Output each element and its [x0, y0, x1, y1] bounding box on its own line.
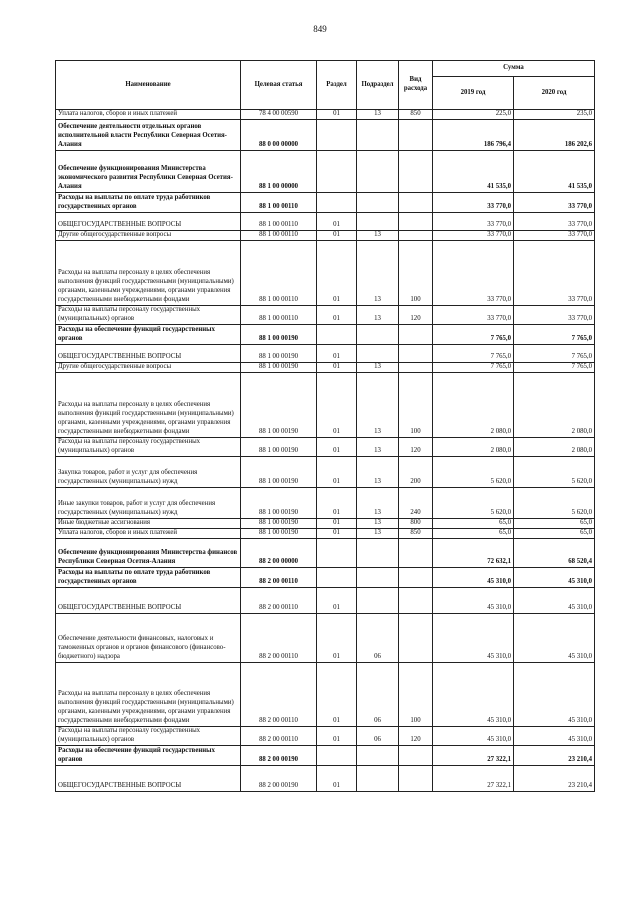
row-subsection: 13	[357, 363, 399, 373]
row-expense-type	[399, 345, 433, 363]
row-sum-2019: 7 765,0	[433, 325, 514, 345]
table-row	[56, 457, 595, 488]
table-row	[56, 363, 595, 373]
row-name: Обеспечение функционирования Министерства экономического развития Республики Северная Осетия-Алания	[56, 151, 241, 193]
row-sum-2019: 41 535,0	[433, 151, 514, 193]
table-row	[56, 110, 595, 120]
row-name: Обеспечение функционирования Министерства финансов Республики Северная Осетия-Алания	[56, 539, 241, 568]
table-row	[56, 614, 595, 663]
row-target: 88 1 00 00190	[241, 529, 317, 539]
row-sum-2020: 235,0	[514, 110, 595, 120]
row-expense-type	[399, 231, 433, 241]
row-subsection	[357, 568, 399, 588]
row-section: 01	[317, 438, 357, 457]
row-target: 88 2 00 00110	[241, 568, 317, 588]
row-section: 01	[317, 241, 357, 306]
table-header	[56, 61, 595, 110]
row-sum-2020: 7 765,0	[514, 345, 595, 363]
table-row	[56, 727, 595, 746]
row-expense-type: 100	[399, 373, 433, 438]
header-year-2020: 2020 год	[514, 77, 595, 110]
row-section: 01	[317, 663, 357, 727]
row-sum-2019: 7 765,0	[433, 345, 514, 363]
row-name: Расходы на выплаты персоналу в целях обеспечения выполнения функций государственными (муниципальными) органами, казенными учреждениями, органами управления государственными внебюджетными фондами	[56, 663, 241, 727]
row-subsection: 06	[357, 727, 399, 746]
row-sum-2020: 65,0	[514, 519, 595, 529]
row-subsection: 13	[357, 306, 399, 325]
row-sum-2019: 65,0	[433, 529, 514, 539]
row-sum-2019: 2 080,0	[433, 438, 514, 457]
table-row	[56, 568, 595, 588]
row-expense-type	[399, 568, 433, 588]
row-expense-type	[399, 588, 433, 614]
row-sum-2019: 72 632,1	[433, 539, 514, 568]
header-section: Раздел	[317, 61, 357, 110]
table-row	[56, 345, 595, 363]
row-subsection: 13	[357, 457, 399, 488]
row-sum-2020: 2 080,0	[514, 438, 595, 457]
row-sum-2020: 45 310,0	[514, 663, 595, 727]
row-section: 01	[317, 213, 357, 231]
row-subsection	[357, 151, 399, 193]
row-sum-2019: 5 620,0	[433, 488, 514, 519]
row-name: ОБЩЕГОСУДАРСТВЕННЫЕ ВОПРОСЫ	[56, 588, 241, 614]
row-sum-2019: 27 322,1	[433, 766, 514, 792]
row-sum-2020: 33 770,0	[514, 231, 595, 241]
row-expense-type	[399, 766, 433, 792]
row-sum-2019: 27 322,1	[433, 746, 514, 766]
row-sum-2019: 33 770,0	[433, 231, 514, 241]
row-target: 88 1 00 00190	[241, 488, 317, 519]
row-sum-2020: 7 765,0	[514, 325, 595, 345]
row-sum-2020: 68 520,4	[514, 539, 595, 568]
row-subsection: 13	[357, 241, 399, 306]
row-expense-type	[399, 151, 433, 193]
row-name: Закупка товаров, работ и услуг для обеспечения государственных (муниципальных) нужд	[56, 457, 241, 488]
row-target: 88 2 00 00190	[241, 746, 317, 766]
row-target: 88 1 00 00000	[241, 151, 317, 193]
row-section: 01	[317, 488, 357, 519]
table-row	[56, 306, 595, 325]
table-row	[56, 663, 595, 727]
row-section	[317, 746, 357, 766]
row-name: Расходы на выплаты по оплате труда работников государственных органов	[56, 568, 241, 588]
row-expense-type: 850	[399, 529, 433, 539]
row-target: 88 1 00 00190	[241, 373, 317, 438]
row-subsection: 13	[357, 529, 399, 539]
row-name: Расходы на обеспечение функций государственных органов	[56, 746, 241, 766]
page-number: 849	[313, 24, 327, 34]
table-row	[56, 213, 595, 231]
row-target: 88 1 00 00190	[241, 438, 317, 457]
row-expense-type	[399, 539, 433, 568]
row-sum-2020: 186 202,6	[514, 120, 595, 151]
row-sum-2020: 5 620,0	[514, 488, 595, 519]
row-subsection: 13	[357, 373, 399, 438]
row-subsection	[357, 766, 399, 792]
row-section: 01	[317, 519, 357, 529]
row-sum-2020: 45 310,0	[514, 614, 595, 663]
row-name: Иные закупки товаров, работ и услуг для обеспечения государственных (муниципальных) нужд	[56, 488, 241, 519]
row-expense-type: 100	[399, 241, 433, 306]
row-expense-type	[399, 363, 433, 373]
row-section: 01	[317, 231, 357, 241]
row-sum-2019: 33 770,0	[433, 241, 514, 306]
row-name: Расходы на выплаты по оплате труда работников государственных органов	[56, 193, 241, 213]
row-target: 88 1 00 00190	[241, 519, 317, 529]
row-section: 01	[317, 588, 357, 614]
row-sum-2019: 2 080,0	[433, 373, 514, 438]
budget-table	[55, 60, 595, 792]
row-name: Расходы на выплаты персоналу в целях обеспечения выполнения функций государственными (муниципальными) органами, казенными учреждениями, органами управления государственными внебюджетными фондами	[56, 373, 241, 438]
row-target: 88 2 00 00110	[241, 614, 317, 663]
row-name: Обеспечение деятельности отдельных органов исполнительной власти Республики Северная Осетия-Алания	[56, 120, 241, 151]
row-sum-2020: 33 770,0	[514, 306, 595, 325]
table-row	[56, 231, 595, 241]
table-row	[56, 539, 595, 568]
row-section: 01	[317, 457, 357, 488]
row-target: 88 1 00 00110	[241, 241, 317, 306]
row-sum-2019: 5 620,0	[433, 457, 514, 488]
row-expense-type: 120	[399, 438, 433, 457]
row-name: Расходы на обеспечение функций государственных органов	[56, 325, 241, 345]
row-subsection	[357, 325, 399, 345]
row-sum-2020: 65,0	[514, 529, 595, 539]
row-name: ОБЩЕГОСУДАРСТВЕННЫЕ ВОПРОСЫ	[56, 213, 241, 231]
row-name: Уплата налогов, сборов и иных платежей	[56, 110, 241, 120]
row-target: 88 1 00 00190	[241, 457, 317, 488]
row-target: 88 2 00 00110	[241, 727, 317, 746]
row-name: Расходы на выплаты персоналу государственных (муниципальных) органов	[56, 306, 241, 325]
row-sum-2020: 23 210,4	[514, 766, 595, 792]
row-sum-2019: 45 310,0	[433, 727, 514, 746]
row-target: 88 1 00 00110	[241, 213, 317, 231]
row-target: 88 1 00 00110	[241, 306, 317, 325]
row-sum-2020: 5 620,0	[514, 457, 595, 488]
table-body	[56, 110, 595, 792]
row-section: 01	[317, 306, 357, 325]
row-sum-2019: 65,0	[433, 519, 514, 529]
table-row	[56, 193, 595, 213]
row-sum-2019: 45 310,0	[433, 588, 514, 614]
row-name: Другие общегосударственные вопросы	[56, 363, 241, 373]
row-name: Другие общегосударственные вопросы	[56, 231, 241, 241]
row-name: Расходы на выплаты персоналу государственных (муниципальных) органов	[56, 727, 241, 746]
row-expense-type: 850	[399, 110, 433, 120]
table-row	[56, 438, 595, 457]
header-year-2019: 2019 год	[433, 77, 514, 110]
row-sum-2019: 225,0	[433, 110, 514, 120]
row-target: 88 2 00 00110	[241, 588, 317, 614]
row-expense-type	[399, 325, 433, 345]
header-name: Наименование	[56, 61, 241, 110]
table-row	[56, 519, 595, 529]
row-sum-2019: 33 770,0	[433, 193, 514, 213]
row-section: 01	[317, 529, 357, 539]
row-target: 88 2 00 00190	[241, 766, 317, 792]
row-section: 01	[317, 345, 357, 363]
row-subsection	[357, 193, 399, 213]
row-name: Иные бюджетные ассигнования	[56, 519, 241, 529]
header-subsection: Подраздел	[357, 61, 399, 110]
row-name: Обеспечение деятельности финансовых, налоговых и таможенных органов и органов финансового (финансово-бюджетного) надзора	[56, 614, 241, 663]
row-subsection: 06	[357, 614, 399, 663]
row-sum-2020: 7 765,0	[514, 363, 595, 373]
header-target: Целевая статья	[241, 61, 317, 110]
row-sum-2020: 2 080,0	[514, 373, 595, 438]
row-section	[317, 325, 357, 345]
row-section: 01	[317, 766, 357, 792]
row-target: 88 1 00 00110	[241, 231, 317, 241]
row-expense-type: 120	[399, 727, 433, 746]
row-sum-2020: 45 310,0	[514, 568, 595, 588]
row-sum-2019: 33 770,0	[433, 306, 514, 325]
row-section: 01	[317, 727, 357, 746]
row-section	[317, 193, 357, 213]
table-row	[56, 325, 595, 345]
row-sum-2020: 41 535,0	[514, 151, 595, 193]
row-section	[317, 539, 357, 568]
row-target: 88 0 00 00000	[241, 120, 317, 151]
row-section: 01	[317, 614, 357, 663]
row-target: 78 4 00 00590	[241, 110, 317, 120]
row-subsection: 13	[357, 519, 399, 529]
row-target: 88 2 00 00000	[241, 539, 317, 568]
row-subsection	[357, 539, 399, 568]
table-row	[56, 766, 595, 792]
row-subsection	[357, 120, 399, 151]
row-target: 88 2 00 00110	[241, 663, 317, 727]
row-section: 01	[317, 110, 357, 120]
row-name: Расходы на выплаты персоналу государственных (муниципальных) органов	[56, 438, 241, 457]
row-expense-type: 240	[399, 488, 433, 519]
header-sum: Сумма	[433, 61, 595, 77]
row-target: 88 1 00 00190	[241, 345, 317, 363]
row-subsection: 13	[357, 231, 399, 241]
header-expense-type: Вид расхода	[399, 61, 433, 110]
row-expense-type	[399, 213, 433, 231]
row-expense-type: 200	[399, 457, 433, 488]
row-subsection	[357, 588, 399, 614]
row-name: ОБЩЕГОСУДАРСТВЕННЫЕ ВОПРОСЫ	[56, 345, 241, 363]
row-sum-2020: 33 770,0	[514, 241, 595, 306]
row-sum-2020: 45 310,0	[514, 727, 595, 746]
table-row	[56, 241, 595, 306]
row-expense-type: 100	[399, 663, 433, 727]
row-sum-2020: 33 770,0	[514, 213, 595, 231]
row-section	[317, 568, 357, 588]
table-row	[56, 588, 595, 614]
row-sum-2020: 45 310,0	[514, 588, 595, 614]
row-sum-2019: 45 310,0	[433, 614, 514, 663]
row-expense-type: 120	[399, 306, 433, 325]
row-subsection: 13	[357, 438, 399, 457]
row-expense-type: 800	[399, 519, 433, 529]
table-row	[56, 529, 595, 539]
table-row	[56, 746, 595, 766]
row-sum-2019: 33 770,0	[433, 213, 514, 231]
row-section	[317, 120, 357, 151]
row-name: Уплата налогов, сборов и иных платежей	[56, 529, 241, 539]
row-sum-2020: 23 210,4	[514, 746, 595, 766]
table-row	[56, 120, 595, 151]
row-section	[317, 151, 357, 193]
row-name: ОБЩЕГОСУДАРСТВЕННЫЕ ВОПРОСЫ	[56, 766, 241, 792]
row-name: Расходы на выплаты персоналу в целях обеспечения выполнения функций государственными (муниципальными) органами, казенными учреждениями, органами управления государственными внебюджетными фондами	[56, 241, 241, 306]
row-target: 88 1 00 00110	[241, 193, 317, 213]
row-section: 01	[317, 363, 357, 373]
row-target: 88 1 00 00190	[241, 325, 317, 345]
row-subsection	[357, 213, 399, 231]
table-row	[56, 151, 595, 193]
row-sum-2019: 7 765,0	[433, 363, 514, 373]
row-target: 88 1 00 00190	[241, 363, 317, 373]
row-sum-2019: 186 796,4	[433, 120, 514, 151]
table-row	[56, 488, 595, 519]
row-section: 01	[317, 373, 357, 438]
row-sum-2019: 45 310,0	[433, 663, 514, 727]
row-expense-type	[399, 614, 433, 663]
row-subsection	[357, 345, 399, 363]
row-subsection: 13	[357, 488, 399, 519]
table-row	[56, 373, 595, 438]
row-subsection: 13	[357, 110, 399, 120]
row-sum-2019: 45 310,0	[433, 568, 514, 588]
row-expense-type	[399, 746, 433, 766]
row-subsection	[357, 746, 399, 766]
row-subsection: 06	[357, 663, 399, 727]
row-expense-type	[399, 120, 433, 151]
row-sum-2020: 33 770,0	[514, 193, 595, 213]
row-expense-type	[399, 193, 433, 213]
